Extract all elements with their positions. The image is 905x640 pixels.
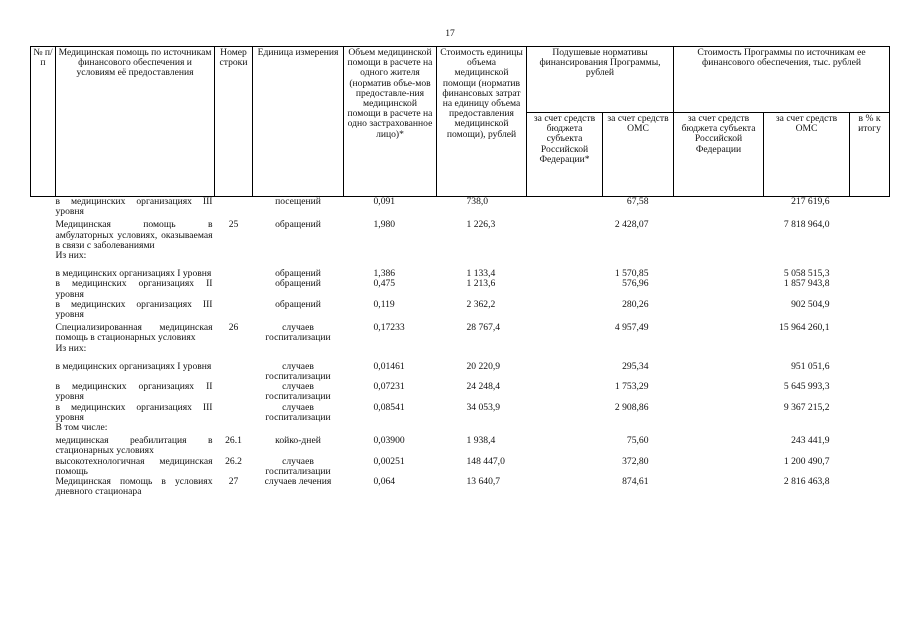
header-per-capita-oms: за счет средств ОМС — [603, 113, 674, 197]
cell-per-capita-oms: 4 957,49 — [614, 322, 649, 334]
header-cost: Стоимость единицы объема медицинской помощи (норматив финансовых затрат на единицу объема предоставления медицинской помощи), рублей — [437, 47, 527, 197]
cell-program-oms: 1 200 490,7 — [783, 455, 830, 467]
cell-unit — [253, 423, 344, 433]
cell-unit — [253, 344, 344, 354]
cell-num — [31, 279, 56, 299]
cell-line — [215, 344, 253, 354]
cell-per-capita-budget — [527, 300, 603, 320]
cell-program-budget — [674, 269, 764, 279]
cell-volume — [344, 251, 437, 261]
cell-per-capita-budget — [527, 269, 603, 279]
header-num: № п/п — [31, 47, 56, 197]
cell-unit: обращений — [275, 219, 321, 231]
cell-per-capita-budget — [527, 279, 603, 299]
cell-per-capita-budget — [527, 217, 603, 251]
cell-cost: 24 248,4 — [466, 381, 501, 393]
cell-per-capita-budget — [527, 362, 603, 382]
cell-volume — [344, 423, 437, 433]
cell-per-capita-budget — [527, 197, 603, 218]
cell-num — [31, 457, 56, 477]
cell-program-percent — [850, 433, 890, 456]
cell-per-capita-budget — [527, 423, 603, 433]
cell-name: высокотехнологичная медицинская помощь — [55, 455, 213, 477]
cell-program-oms — [764, 251, 850, 261]
cell-volume: 0,08541 — [373, 401, 405, 413]
cell-num — [31, 217, 56, 251]
cell-line — [215, 423, 253, 433]
cell-program-oms: 9 367 215,2 — [783, 401, 830, 413]
cell-line — [215, 403, 253, 423]
cell-per-capita-oms: 1 570,85 — [614, 268, 649, 280]
cell-program-percent — [850, 477, 890, 497]
cell-cost — [437, 251, 527, 261]
cell-program-budget — [674, 251, 764, 261]
cell-line — [215, 279, 253, 299]
cell-num — [31, 382, 56, 402]
cell-line — [215, 362, 253, 382]
table-row — [31, 382, 890, 402]
cell-unit: случаев госпитализации — [265, 455, 331, 477]
cell-program-budget — [674, 423, 764, 433]
cell-name: В том числе: — [55, 422, 108, 434]
cell-per-capita-budget — [527, 320, 603, 343]
cell-volume: 0,091 — [373, 196, 396, 207]
cell-per-capita-oms: 372,80 — [622, 455, 649, 467]
header-name: Медицинская помощь по источникам финансового обеспечения и условиям её предоставления — [56, 47, 215, 197]
cell-program-budget — [674, 477, 764, 497]
cell-volume: 0,17233 — [373, 322, 405, 334]
cell-cost: 2 362,2 — [466, 298, 496, 310]
cell-program-oms: 951 051,6 — [791, 360, 830, 372]
cell-name: Из них: — [55, 342, 87, 354]
cell-program-oms: 217 619,6 — [791, 196, 830, 207]
cell-cost: 34 053,9 — [466, 401, 501, 413]
table-row — [31, 477, 890, 497]
cell-per-capita-oms: 67,58 — [626, 196, 649, 207]
cell-per-capita-budget — [527, 477, 603, 497]
cell-program-percent — [850, 423, 890, 433]
cell-per-capita-budget — [527, 433, 603, 456]
cell-volume: 1,386 — [373, 268, 396, 280]
cell-program-budget — [674, 403, 764, 423]
cell-unit — [253, 251, 344, 261]
cell-num — [31, 269, 56, 279]
cell-num — [31, 300, 56, 320]
cell-name: Медицинская помощь в амбулаторных условиях, оказываемая в связи с заболеваниями — [55, 219, 213, 251]
cell-name: Медицинская помощь в условиях дневного стационара — [55, 476, 213, 498]
header-volume: Объем медицинской помощи в расчете на одного жителя (норматив объе-мов предоставле-ния медицинской помощи в расчете на одно застрахованное лицо)* — [344, 47, 437, 197]
cell-program-budget — [674, 320, 764, 343]
header-per-capita-budget: за счет средств бюджета субъекта Российской Федерации* — [527, 113, 603, 197]
cell-program-percent — [850, 197, 890, 218]
cell-line — [215, 300, 253, 320]
cell-program-oms: 15 964 260,1 — [779, 322, 830, 334]
cell-unit: посещений — [275, 196, 321, 207]
cell-volume: 1,980 — [373, 219, 396, 231]
table-row — [31, 251, 890, 261]
cell-cost: 1 133,4 — [466, 268, 496, 280]
cell-program-oms: 2 816 463,8 — [783, 476, 830, 488]
cell-per-capita-budget — [527, 382, 603, 402]
cell-program-budget — [674, 344, 764, 354]
cell-program-percent — [850, 279, 890, 299]
program-table — [30, 46, 890, 497]
cell-per-capita-oms: 280,26 — [622, 298, 649, 310]
cell-program-oms: 902 504,9 — [791, 298, 830, 310]
cell-name: в медицинских организациях III уровня — [55, 401, 213, 423]
cell-per-capita-oms: 874,61 — [622, 476, 649, 488]
cell-program-percent — [850, 251, 890, 261]
cell-program-budget — [674, 279, 764, 299]
cell-per-capita-oms: 295,34 — [622, 360, 649, 372]
cell-program-oms: 5 058 515,3 — [783, 268, 830, 280]
cell-unit: обращений — [275, 298, 321, 310]
cell-unit: случаев лечения — [264, 476, 332, 488]
cell-program-percent — [850, 457, 890, 477]
cell-cost: 20 220,9 — [466, 360, 501, 372]
cell-num — [31, 197, 56, 218]
cell-cost: 13 640,7 — [466, 476, 501, 488]
table-row — [31, 320, 890, 343]
cell-per-capita-budget — [527, 457, 603, 477]
cell-program-budget — [674, 382, 764, 402]
cell-unit: случаев госпитализации — [265, 360, 331, 383]
table-row — [31, 344, 890, 354]
cell-name: в медицинских организациях III уровня — [55, 298, 213, 321]
cell-program-budget — [674, 197, 764, 218]
cell-program-percent — [850, 362, 890, 382]
cell-name: в медицинских организациях I уровня — [55, 360, 212, 372]
table-row — [31, 433, 890, 456]
cell-line — [215, 269, 253, 279]
cell-program-percent — [850, 300, 890, 320]
cell-volume: 0,00251 — [373, 455, 405, 467]
header-line: Номер строки — [215, 47, 253, 197]
cell-cost — [437, 344, 527, 354]
cell-program-percent — [850, 382, 890, 402]
cell-program-percent — [850, 320, 890, 343]
cell-volume: 0,03900 — [373, 435, 405, 447]
header-unit: Единица измерения — [253, 47, 344, 197]
cell-unit: койко-дней — [275, 435, 321, 447]
table-row — [31, 217, 890, 251]
cell-line: 26 — [228, 322, 239, 334]
cell-volume: 0,064 — [373, 476, 396, 488]
cell-cost: 738,0 — [466, 196, 489, 207]
cell-volume: 0,119 — [373, 298, 395, 310]
cell-line — [215, 251, 253, 261]
table-row — [31, 362, 890, 382]
table-body — [31, 197, 890, 498]
cell-per-capita-oms: 2 428,07 — [614, 219, 649, 231]
cell-program-budget — [674, 457, 764, 477]
cell-cost: 28 767,4 — [466, 322, 501, 334]
cell-per-capita-oms: 75,60 — [626, 435, 649, 447]
cell-name: Специализированная медицинская помощь в стационарных условиях — [55, 322, 213, 344]
cell-num — [31, 403, 56, 423]
cell-volume — [344, 344, 437, 354]
cell-name: Из них: — [55, 250, 87, 262]
cell-unit: случаев госпитализации — [265, 322, 331, 344]
cell-program-oms: 7 818 964,0 — [783, 219, 830, 231]
cell-program-oms — [764, 423, 850, 433]
cell-program-percent — [850, 217, 890, 251]
cell-line: 26.1 — [225, 435, 242, 447]
cell-cost: 1 938,4 — [466, 435, 496, 447]
cell-program-percent — [850, 344, 890, 354]
cell-per-capita-oms — [603, 344, 674, 354]
cell-program-budget — [674, 433, 764, 456]
header-program-percent: в % к итогу — [850, 113, 890, 197]
cell-line: 25 — [228, 219, 239, 231]
header-per-capita: Подушевые нормативы финансирования Программы, рублей — [527, 47, 674, 113]
header-program-oms: за счет средств ОМС — [764, 113, 850, 197]
table-row — [31, 457, 890, 477]
cell-line: 27 — [228, 476, 239, 488]
cell-name: в медицинских организациях II уровня — [55, 381, 213, 403]
cell-program-oms: 5 645 993,3 — [783, 381, 830, 393]
cell-name: медицинская реабилитация в стационарных условиях — [55, 435, 213, 457]
cell-program-budget — [674, 300, 764, 320]
cell-program-budget — [674, 217, 764, 251]
cell-num — [31, 423, 56, 433]
cell-per-capita-budget — [527, 403, 603, 423]
cell-volume: 0,07231 — [373, 381, 405, 393]
header-program-cost: Стоимость Программы по источникам ее финансового обеспечения, тыс. рублей — [674, 47, 890, 113]
cell-program-percent — [850, 269, 890, 279]
cell-per-capita-oms: 576,96 — [622, 278, 649, 290]
cell-per-capita-oms: 1 753,29 — [614, 381, 649, 393]
cell-unit: обращений — [275, 278, 321, 290]
cell-per-capita-oms: 2 908,86 — [614, 401, 649, 413]
table-row — [31, 423, 890, 433]
cell-num — [31, 251, 56, 261]
cell-num — [31, 320, 56, 343]
cell-cost — [437, 423, 527, 433]
header-program-budget: за счет средств бюджета субъекта Российской Федерации — [674, 113, 764, 197]
cell-cost: 1 226,3 — [466, 219, 496, 231]
cell-program-oms: 243 441,9 — [791, 435, 830, 447]
cell-per-capita-oms — [603, 251, 674, 261]
table-row — [31, 279, 890, 299]
cell-program-budget — [674, 362, 764, 382]
cell-num — [31, 433, 56, 456]
cell-program-percent — [850, 403, 890, 423]
table-row — [31, 300, 890, 320]
cell-unit: случаев госпитализации — [265, 381, 331, 403]
cell-volume: 0,01461 — [373, 360, 405, 372]
page-number: 17 — [445, 28, 455, 39]
cell-unit: обращений — [275, 268, 321, 280]
table-row — [31, 197, 890, 218]
cell-cost: 1 213,6 — [466, 278, 496, 290]
table-row — [31, 403, 890, 423]
cell-name: в медицинских организациях III уровня — [55, 196, 213, 218]
cell-per-capita-oms — [603, 423, 674, 433]
cell-line — [215, 197, 253, 218]
cell-program-oms — [764, 344, 850, 354]
cell-num — [31, 362, 56, 382]
cell-num — [31, 477, 56, 497]
cell-volume: 0,475 — [373, 278, 396, 290]
cell-name: в медицинских организациях II уровня — [55, 278, 213, 300]
cell-name: в медицинских организациях I уровня — [55, 268, 212, 280]
cell-unit: случаев госпитализации — [265, 401, 331, 423]
table-header — [31, 47, 890, 197]
cell-per-capita-budget — [527, 251, 603, 261]
cell-program-oms: 1 857 943,8 — [783, 278, 830, 290]
cell-per-capita-budget — [527, 344, 603, 354]
cell-line — [215, 382, 253, 402]
cell-cost: 148 447,0 — [466, 455, 505, 467]
cell-line: 26.2 — [225, 455, 242, 467]
cell-num — [31, 344, 56, 354]
